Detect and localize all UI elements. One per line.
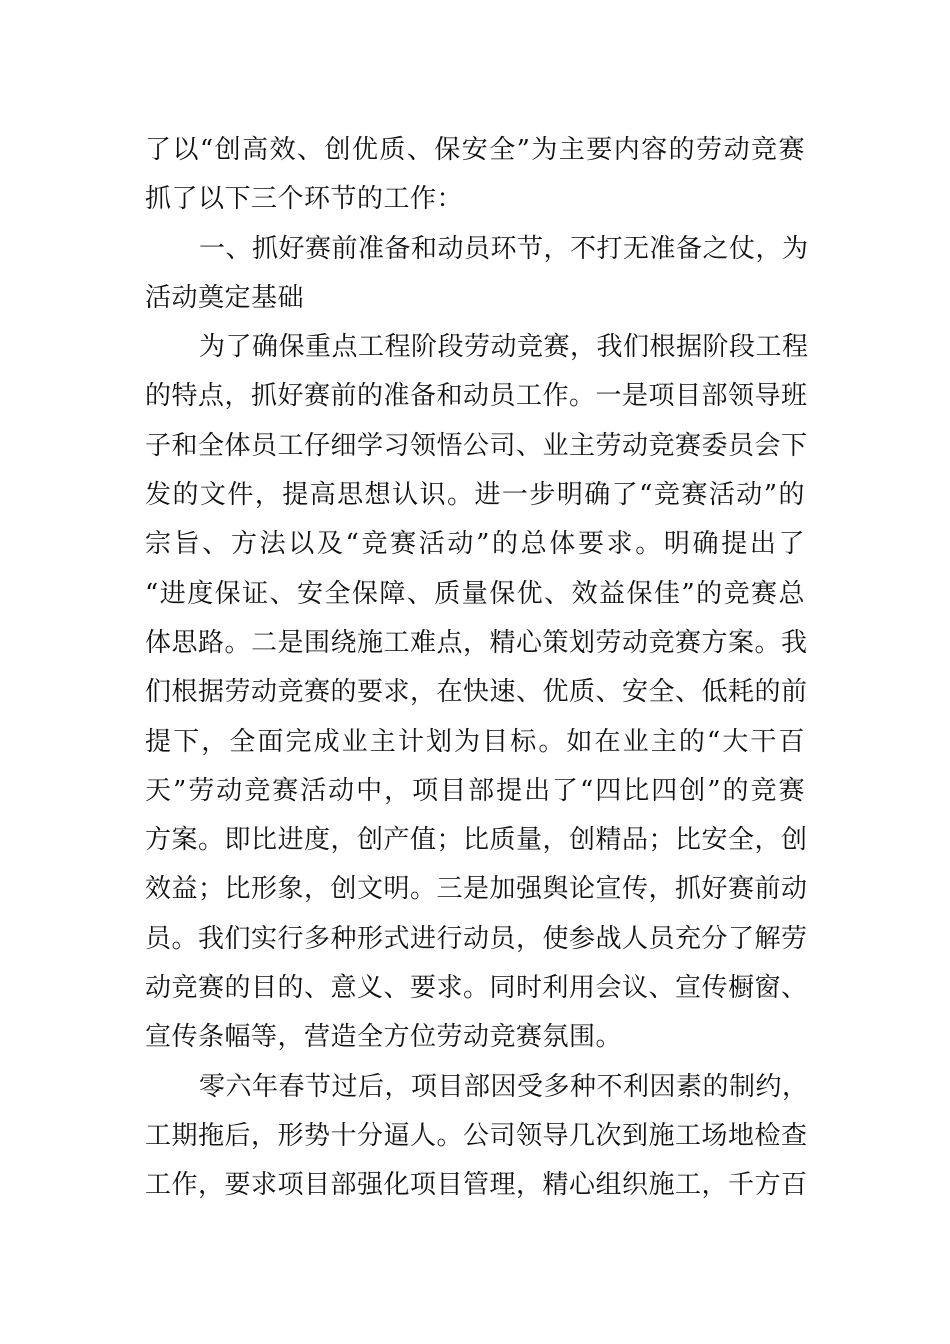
text-line: 体思路。二是围绕施工难点，精心策划劳动竞赛方案。我 [145,627,808,658]
text-line: 天”劳动竞赛活动中，项目部提出了“四比四创”的竞赛 [145,775,805,806]
text-line: 提下，全面完成业主计划为目标。如在业主的“大干百 [145,726,805,757]
text-line: 效益；比形象，创文明。三是加强舆论宣传，抓好赛前动 [145,874,808,905]
text-line: 动竞赛的目的、意义、要求。同时利用会议、宣传橱窗、 [145,973,808,1004]
section-heading-line: 活动奠定基础 [145,282,305,313]
text-line: 工期拖后，形势十分逼人。公司领导几次到施工场地检查 [145,1120,808,1151]
text-line: 的特点，抓好赛前的准备和动员工作。一是项目部领导班 [145,381,808,412]
text-line: 子和全体员工仔细学习领悟公司、业主劳动竞赛委员会下 [145,430,808,461]
text-line: 为了确保重点工程阶段劳动竞赛，我们根据阶段工程 [199,332,809,363]
section-heading-line: 一、抓好赛前准备和动员环节，不打无准备之仗，为 [199,233,809,264]
document-body [145,126,809,1211]
text-line: 工作，要求项目部强化项目管理，精心组织施工，千方百 [145,1170,808,1201]
text-line: 员。我们实行多种形式进行动员，使参战人员充分了解劳 [145,923,808,954]
text-line: 发的文件，提高思想认识。进一步明确了“竞赛活动”的 [145,480,805,511]
text-line: 零六年春节过后，项目部因受多种不利因素的制约， [199,1071,809,1102]
text-line: 宗旨、方法以及“竞赛活动”的总体要求。明确提出了 [145,529,805,560]
text-line: 了以“创高效、创优质、保安全”为主要内容的劳动竞赛 [145,135,805,165]
text-line: 们根据劳动竞赛的要求，在快速、优质、安全、低耗的前 [145,677,808,708]
text-line: 抓了以下三个环节的工作： [145,184,464,215]
text-line: 宣传条幅等，营造全方位劳动竞赛氛围。 [145,1022,623,1053]
text-line: “进度保证、安全保障、质量保优、效益保佳”的竞赛总 [145,578,805,609]
text-line: 方案。即比进度，创产值；比质量，创精品；比安全，创 [145,825,808,856]
